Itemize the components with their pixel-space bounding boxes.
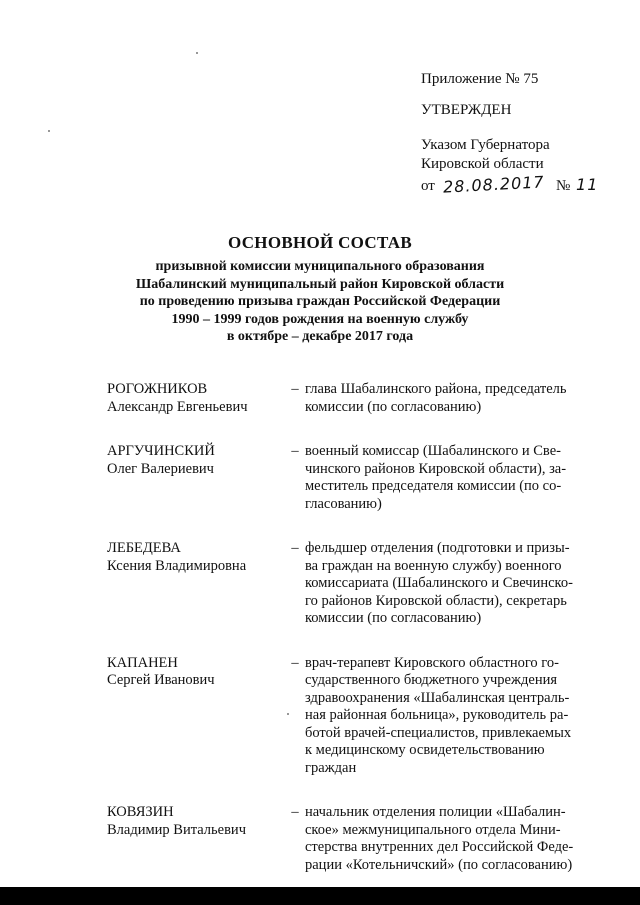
role-line: сударственного бюджетного учреждения <box>305 672 558 688</box>
member-dash: – <box>291 540 299 556</box>
scan-speck <box>48 130 50 132</box>
role-line: к медицинскому освидетельствованию <box>305 742 545 758</box>
handwritten-number: 11 <box>576 175 599 194</box>
member-name <box>107 655 285 778</box>
member-surname: АРГУЧИНСКИЙ <box>107 443 215 459</box>
member-role <box>305 804 593 874</box>
role-line: военный комиссар (Шабалинского и Све- <box>305 443 561 459</box>
member-given-name: Владимир Витальевич <box>107 821 246 838</box>
title-line: призывной комиссии муниципального образования <box>155 259 485 274</box>
member-name <box>107 540 285 628</box>
member-surname: РОГОЖНИКОВ <box>107 381 208 397</box>
members-list <box>107 381 593 874</box>
title-main: ОСНОВНОЙ СОСТАВ <box>227 233 412 252</box>
member-role <box>305 655 593 778</box>
role-line: ва граждан на военную службу) военного <box>305 557 562 574</box>
member-row <box>107 443 593 513</box>
member-surname: КАПАНЕН <box>107 654 178 671</box>
member-dash: – <box>291 654 299 671</box>
role-line: граждан <box>305 759 357 776</box>
member-row <box>107 804 593 874</box>
role-line: начальник отделения полиции «Шабалин- <box>305 804 566 820</box>
number-sign: № <box>555 178 571 194</box>
role-line: стерства внутренних дел Российской Феде- <box>305 839 574 855</box>
member-given-name: Ксения Владимировна <box>107 557 247 574</box>
member-row <box>107 381 593 416</box>
handwritten-date: 28.08.2017 <box>442 172 545 197</box>
member-role <box>305 540 593 628</box>
member-dash: – <box>291 804 299 820</box>
member-given-name: Александр Евгеньевич <box>107 398 248 415</box>
decree-line-2: Кировской области <box>421 156 544 172</box>
member-surname: ЛЕБЕДЕВА <box>107 540 181 556</box>
member-row <box>107 540 593 628</box>
member-dash: – <box>291 443 299 459</box>
role-line: комиссии (по согласованию) <box>305 610 482 626</box>
role-line: здравоохранения «Шабалинская централь- <box>305 689 570 706</box>
role-line: гласованию) <box>305 495 382 512</box>
title-line: по проведению призыва граждан Российской Федерации <box>139 294 501 309</box>
role-line: го районов Кировской области), секретарь <box>305 592 567 609</box>
decree-line-1: Указом Губернатора <box>421 137 550 153</box>
member-given-name: Сергей Иванович <box>107 672 215 688</box>
role-line: ная районная больница», руководитель ра- <box>305 707 569 723</box>
approved-label: УТВЕРЖДЕН <box>421 102 512 118</box>
role-line: ботой врачей-специалистов, привлекаемых <box>305 724 572 741</box>
member-role <box>305 381 593 416</box>
member-row <box>107 655 593 778</box>
member-name <box>107 804 285 874</box>
member-role <box>305 443 593 513</box>
role-line: комиссии (по согласованию) <box>305 398 482 415</box>
member-name <box>107 381 285 416</box>
role-line: глава Шабалинского района, председатель <box>305 381 567 397</box>
role-line: рации «Котельничский» (по согласованию) <box>305 856 573 873</box>
member-surname: КОВЯЗИН <box>107 804 174 820</box>
role-line: комиссариата (Шабалинского и Свечинско- <box>305 575 573 591</box>
approval-block <box>421 70 621 196</box>
scan-speck <box>196 52 198 54</box>
role-line: чинского районов Кировской области), за- <box>305 460 567 477</box>
role-line: меститель председателя комиссии (по со- <box>305 478 562 494</box>
decree-date-row <box>421 172 621 197</box>
member-dash: – <box>291 381 299 397</box>
date-prefix: от <box>421 178 435 194</box>
scan-speck <box>287 713 289 715</box>
role-line: ское» межмуниципального отдела Мини- <box>305 821 561 838</box>
title-line: 1990 – 1999 годов рождения на военную службу <box>171 311 469 327</box>
member-given-name: Олег Валериевич <box>107 460 214 477</box>
title-line: в октябре – декабре 2017 года <box>226 329 414 344</box>
scan-border-bottom <box>0 887 640 905</box>
document-title <box>100 232 540 346</box>
role-line: фельдшер отделения (подготовки и призы- <box>305 540 570 556</box>
role-line: врач-терапевт Кировского областного го- <box>305 654 559 671</box>
annex-label: Приложение № 75 <box>421 71 539 87</box>
member-name <box>107 443 285 513</box>
title-line: Шабалинский муниципальный район Кировской области <box>135 276 505 292</box>
